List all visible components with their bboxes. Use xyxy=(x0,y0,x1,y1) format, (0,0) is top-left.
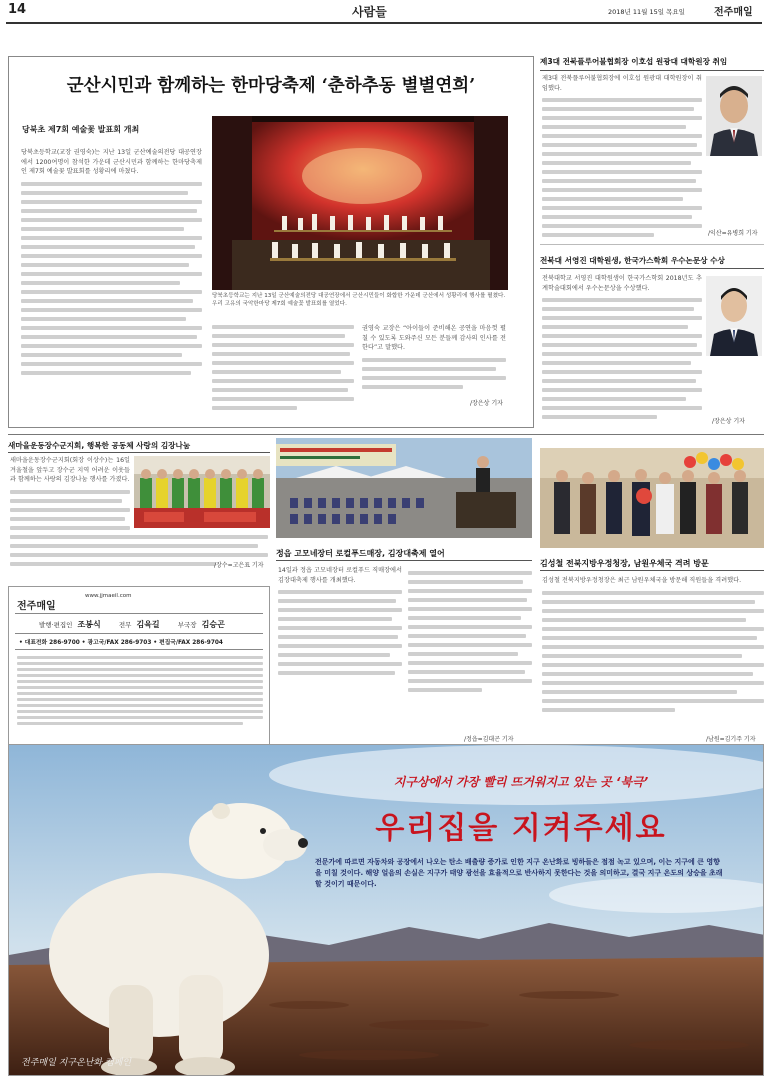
bl-headline: 새마을운동장수군지회, 행복한 공동체 사랑의 김장나눔 xyxy=(8,441,191,450)
main-col-3 xyxy=(362,324,506,394)
right1-byline: /익산=유병희 기자 xyxy=(708,230,758,237)
masthead-directory xyxy=(17,653,263,728)
right3-rule xyxy=(540,570,764,571)
masthead-url: www.jjmaeil.com xyxy=(85,593,132,599)
right-divider-1 xyxy=(540,244,764,245)
market-event-photo xyxy=(276,438,532,538)
center-headline: 정읍 고모네장터 로컬푸드매장, 김장대축제 열어 xyxy=(276,549,445,558)
right1-headline: 제3대 전북플루어불협회장 이호섭 원광대 대학원장 취임 xyxy=(540,57,728,66)
center-body-2 xyxy=(408,566,532,697)
right3-body xyxy=(542,576,764,717)
editor-label: 전무 xyxy=(118,621,132,629)
center-rule xyxy=(276,560,532,561)
bl-byline: /장수=고은표 기자 xyxy=(214,562,264,569)
masthead-phones: • 대표전화 286-9700 • 광고국/FAX 286-9703 • 편집국/FAX 286-9704 xyxy=(19,640,223,646)
exec-name: 김승곤 xyxy=(201,620,225,629)
masthead-name: 전주매일 xyxy=(17,601,56,612)
bl-body-text: 새마을운동장수군지회(회장 이상수)는 16일 겨울철을 앞두고 장수군 지역 어려운 이웃들과 함께하는 사랑의 김장나눔 행사를 가졌다. xyxy=(10,457,130,484)
right1-rule xyxy=(540,70,764,71)
climate-ad xyxy=(8,744,764,1076)
right2-headline: 전북대 서영진 대학원생, 한국가스학회 우수논문상 수상 xyxy=(540,256,725,265)
divider-mid xyxy=(8,434,764,435)
portrait-photo-1 xyxy=(706,76,762,156)
right3-headline: 김성철 전북지방우정청장, 남원우체국 격려 방문 xyxy=(540,559,709,568)
ad-body: 전문가에 따르면 자동차와 공장에서 나오는 탄소 배출량 증가로 인한 지구 온난화로 빙하들은 점점 녹고 있으며, 이는 지구에 큰 영향을 미칠 것이다. 해양 얼음의 손실은 지구가 태양 광선을 효율적으로 반사하지 못한다는 것을 의미하고, 결국 지구 온도의 상승을 초래할 것이기 때문이다. xyxy=(315,858,723,888)
right2-byline: /장은상 기자 xyxy=(712,418,745,425)
center-body-text: 14일과 정읍 고모네장터 로컬푸드 직매장에서 김장대축제 행사를 개최했다. xyxy=(278,567,402,584)
right2-rule xyxy=(540,268,764,269)
main-lead-text: 당북초등학교(교장 권영숙)는 지난 13일 군산예술의전당 대공연장에서 1200여명이 참석한 가운데 군산시민과 함께하는 한마당축제인 제7회 예술꽃 발표회를 성황리에 마쳤다. xyxy=(21,149,202,176)
bl-rule xyxy=(8,452,270,453)
paper-name: 전주매일 xyxy=(714,7,753,18)
exec-label: 부국장 xyxy=(177,621,197,629)
publisher-row xyxy=(39,619,225,630)
ad-background xyxy=(9,745,764,1076)
header-rule xyxy=(6,22,762,24)
main-quote: 권영숙 교장은 “아이들이 준비해온 공연을 마음껏 펼칠 수 있도록 도와주신 모든 분들께 감사의 인사를 전한다”고 말했다. xyxy=(362,325,506,352)
stage-performance-photo xyxy=(212,116,508,290)
portrait-photo-2 xyxy=(706,276,762,356)
main-subhead: 당북초 제7회 예술꽃 발표회 개최 xyxy=(22,125,140,134)
right1-body xyxy=(542,74,702,242)
masthead-box xyxy=(8,586,270,748)
main-col-2 xyxy=(212,320,354,415)
right2-body-text: 전북대학교 서영진 대학원생이 한국가스학회 2018년도 추계학술대회에서 우수논문상을 수상했다. xyxy=(542,275,702,292)
stage-photo-caption: 당북초등학교는 지난 13일 군산예술의전당 대공연장에서 군산시민들이 화합한 가운데 군산에서 성황리에 행사를 펼쳤다. 우리 고유의 국악한마당 제7회 예술꽃 발표회를 열었다. xyxy=(212,293,506,307)
main-lead xyxy=(21,148,202,380)
center-body-1 xyxy=(278,566,402,680)
editor-name: 김육길 xyxy=(136,620,160,629)
ad-tagline: 지구상에서 가장 빨리 뜨거워지고 있는 곳 ‘북극’ xyxy=(393,775,649,789)
issue-date: 2018년 11월 15일 목요일 xyxy=(608,8,685,16)
page-header xyxy=(0,0,768,22)
right3-byline: /남원=김기주 기자 xyxy=(706,736,756,743)
right3-body-text: 김성철 전북지방우정청장은 최근 남원우체국을 방문해 직원들을 격려했다. xyxy=(542,577,742,584)
page-number: 14 xyxy=(8,2,27,17)
right1-body-text: 제3대 전북플루어불협회장에 이호섭 원광대 대학원장이 취임했다. xyxy=(542,75,702,92)
center-byline: /정읍=김대곤 기자 xyxy=(464,736,514,743)
right2-body xyxy=(542,274,702,424)
postal-visit-photo xyxy=(540,448,764,548)
publisher-label: 발행·편집인 xyxy=(39,621,73,629)
main-byline: /장은상 기자 xyxy=(470,400,503,407)
ad-headline: 우리집을 지켜주세요 xyxy=(375,811,667,846)
kimchi-event-photo xyxy=(134,456,270,528)
main-headline: 군산시민과 함께하는 한마당축제 ‘춘하추동 별별연희’ xyxy=(66,76,476,96)
ad-footer: 전주매일 지구온난화 캠페인 xyxy=(21,1058,132,1068)
section-title: 사람들 xyxy=(352,5,387,19)
publisher-name: 조봉식 xyxy=(77,620,101,629)
